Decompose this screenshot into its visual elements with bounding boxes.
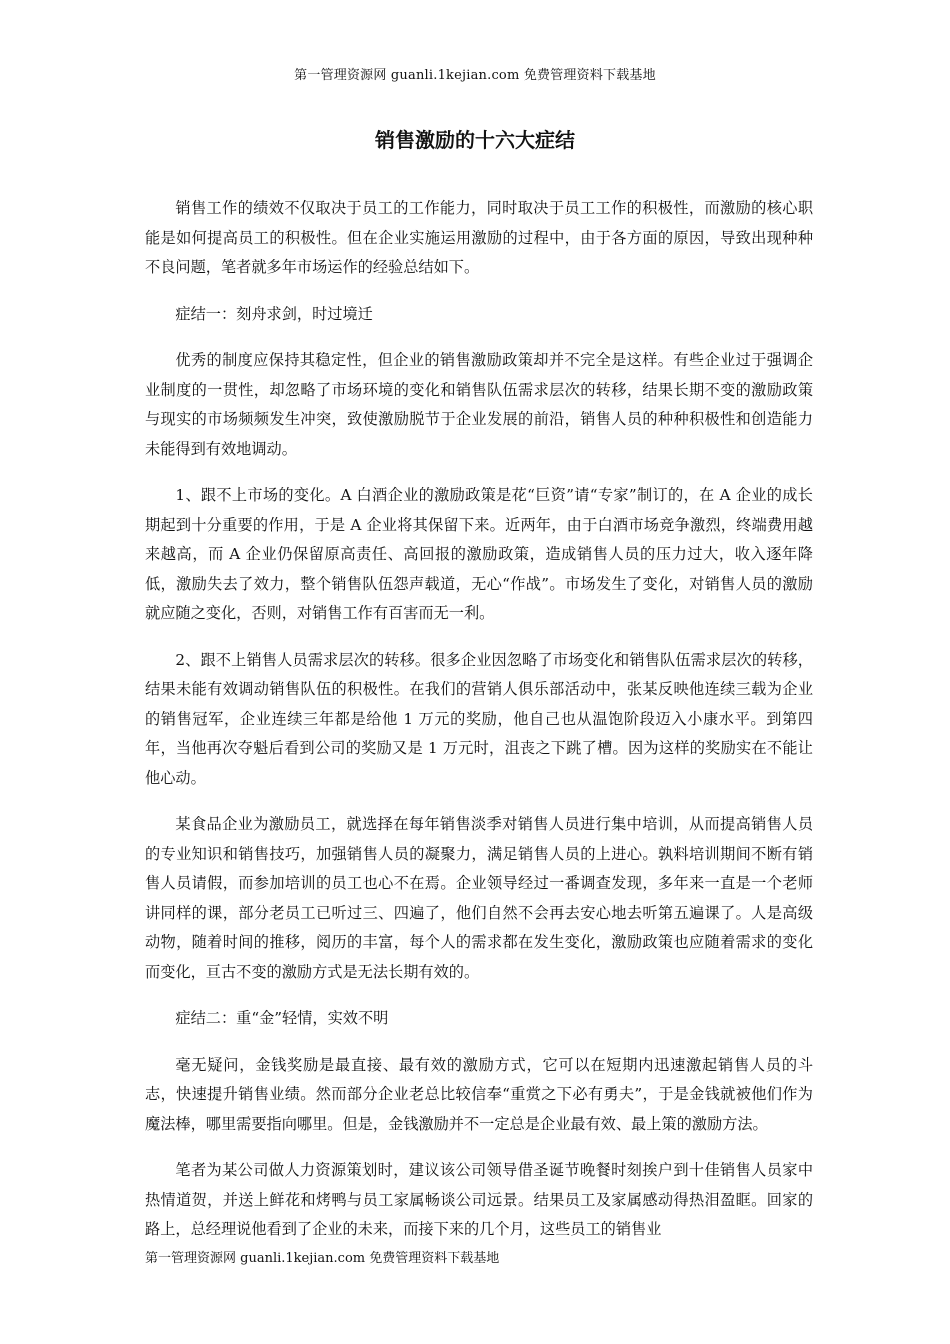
- paragraph: 1、跟不上市场的变化。A 白酒企业的激励政策是花“巨资”请“专家”制订的，在 A 企业的成长期起到十分重要的作用，于是 A 企业将其保留下来。近两年，由于白酒市场竞争激烈，终端费用越来越高，而 A 企业仍保留原高责任、高回报的激励政策，造成销售人员的压力过大，收入逐年降低，激励失去了效力，整个销售队伍怨声载道，无心“作战”。市场发生了变化，对销售人员的激励就应随之变化，否则，对销售工作有百害而无一利。: [145, 486, 813, 622]
- document-title: 销售激励的十六大症结: [375, 128, 575, 152]
- document-body: [145, 194, 813, 1262]
- page-header: 第一管理资源网 guanli.1kejian.com 免费管理资料下载基地: [294, 68, 656, 83]
- paragraph: 毫无疑问，金钱奖励是最直接、最有效的激励方式，它可以在短期内迅速激起销售人员的斗志，快速提升销售业绩。然而部分企业老总比较信奉“重赏之下必有勇夫”，于是金钱就被他们作为魔法棒，哪里需要指向哪里。但是，金钱激励并不一定总是企业最有效、最上策的激励方法。: [145, 1055, 813, 1133]
- paragraph: 笔者为某公司做人力资源策划时，建议该公司领导借圣诞节晚餐时刻挨户到十佳销售人员家中热情道贺，并送上鲜花和烤鸭与员工家属畅谈公司远景。结果员工及家属感动得热泪盈眶。回家的路上，总经理说他看到了企业的未来，而接下来的几个月，这些员工的销售业: [145, 1161, 813, 1238]
- paragraph: 优秀的制度应保持其稳定性，但企业的销售激励政策却并不完全是这样。有些企业过于强调企业制度的一贯性，却忽略了市场环境的变化和销售队伍需求层次的转移，结果长期不变的激励政策与现实的市场频频发生冲突，致使激励脱节于企业发展的前沿，销售人员的种种积极性和创造能力未能得到有效地调动。: [145, 351, 813, 458]
- paragraph: 2、跟不上销售人员需求层次的转移。很多企业因忽略了市场变化和销售队伍需求层次的转移，结果未能有效调动销售队伍的积极性。在我们的营销人俱乐部活动中，张某反映他连续三载为企业的销售冠军，企业连续三年都是给他 1 万元的奖励，他自己也从温饱阶段迈入小康水平。到第四年，当他再次夺魁后看到公司的奖励又是 1 万元时，沮丧之下跳了槽。因为这样的奖励实在不能让他心动。: [145, 650, 813, 787]
- paragraph: 某食品企业为激励员工，就选择在每年销售淡季对销售人员进行集中培训，从而提高销售人员的专业知识和销售技巧，加强销售人员的凝聚力，满足销售人员的上进心。孰料培训期间不断有销售人员请假，而参加培训的员工也心不在焉。企业领导经过一番调查发现，多年来一直是一个老师讲同样的课，部分老员工已听过三、四遍了，他们自然不会再去安心地去听第五遍课了。人是高级动物，随着时间的推移，阅历的丰富，每个人的需求都在发生变化，激励政策也应随着需求的变化而变化，亘古不变的激励方式是无法长期有效的。: [145, 815, 813, 981]
- section-heading-1: 症结一：刻舟求剑，时过境迁: [175, 304, 373, 323]
- paragraph-intro: 销售工作的绩效不仅取决于员工的工作能力，同时取决于员工工作的积极性，而激励的核心职能是如何提高员工的积极性。但在企业实施运用激励的过程中，由于各方面的原因，导致出现种种不良问题，笔者就多年市场运作的经验总结如下。: [145, 199, 813, 276]
- page-footer: 第一管理资源网 guanli.1kejian.com 免费管理资料下载基地: [145, 1251, 500, 1266]
- section-heading-2: 症结二：重“金”轻情，实效不明: [175, 1009, 389, 1027]
